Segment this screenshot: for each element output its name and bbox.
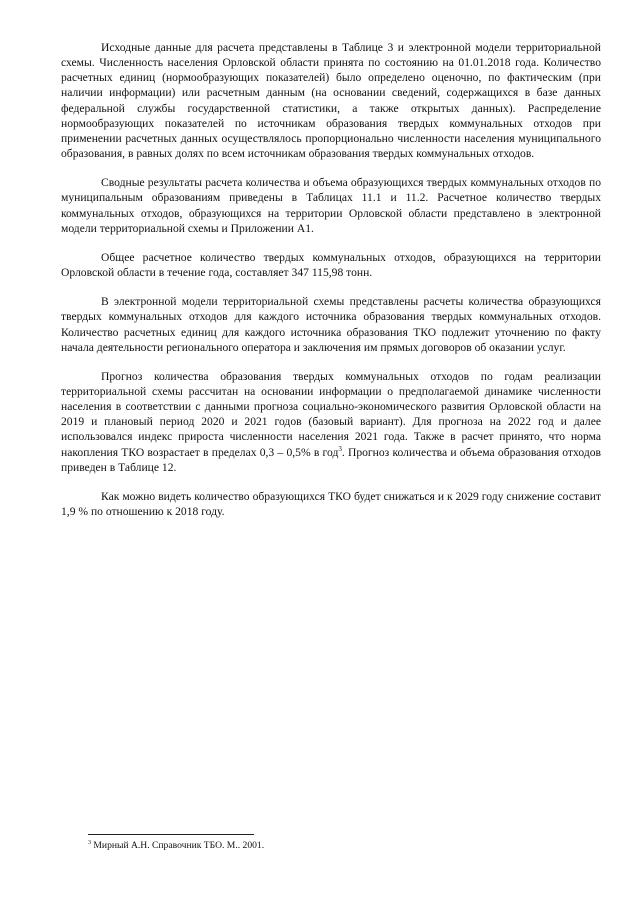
footnote-marker: 3: [88, 840, 91, 846]
body-text: [61, 40, 601, 533]
paragraph-conclusion: Как можно видеть количество образующихся ТКО будет снижаться и к 2029 году снижение составит 1,9 % по отношению к 2018 году.: [61, 489, 601, 519]
forecast-text-before: Прогноз количества образования твердых коммунальных отходов по годам реализации территориальной схемы рассчитан на основании информации о предполагаемой динамике численности населения в соответствии с данными прогноза социально-экономического развития Орловской области на 2019 и плановый период 2020 и 2021 годов (базовый вариант). Для прогноза на 2022 год и далее использовался индекс прироста численности населения 2021 года. Также в расчет принято, что норма накопления ТКО возрастает в пределах 0,3 – 0,5% в год: [61, 369, 601, 459]
paragraph-electronic-model: В электронной модели территориальной схемы представлены расчеты количества образующихся твердых коммунальных отходов для каждого источника образования твердых коммунальных отходов. Количество расчетных единиц для каждого источника образования ТКО подлежит уточнению по факту начала деятельности регионального оператора и заключения им прямых договоров об оказании услуг.: [61, 295, 601, 354]
paragraph-total-quantity: Общее расчетное количество твердых коммунальных отходов, образующихся на территории Орловской области в течение года, составляет 347 115,98 тонн.: [61, 250, 601, 280]
footnote-separator: [88, 834, 254, 835]
forecast-text-after: . Прогноз количества и объема образования отходов приведен в Таблице 12.: [61, 445, 601, 474]
paragraph-source-data: Исходные данные для расчета представлены в Таблице 3 и электронной модели территориальной схемы. Численность населения Орловской области принята по состоянию на 01.01.2018 года. Количество расчетных единиц (нормообразующих показателей) было определено оценочно, по фактическим (при наличии информации) или расчетным данным (на основании сведений, содержащихся в базе данных федеральной службы государственной статистики, а также открытых данных). Распределение нормообразующих показателей по источникам образования твердых коммунальных отходов при применении расчетных данных осуществлялось пропорционально численности населения муниципального образования, в равных долях по всем источникам образования твердых коммунальных отходов.: [61, 41, 601, 161]
paragraph-summary-results: Сводные результаты расчета количества и объема образующихся твердых коммунальных отходов по муниципальным образованиям приведены в Таблицах 11.1 и 11.2. Расчетное количество твердых коммунальных отходов, образующихся на территории Орловской области представлено в электронной модели территориальной схемы и Приложении А1.: [61, 176, 601, 235]
footnote-text: Мирный А.Н. Справочник ТБО. М.. 2001.: [91, 840, 265, 851]
footnote: [88, 840, 264, 852]
paragraph-forecast: [61, 369, 601, 475]
footnote-reference: 3: [338, 444, 342, 453]
